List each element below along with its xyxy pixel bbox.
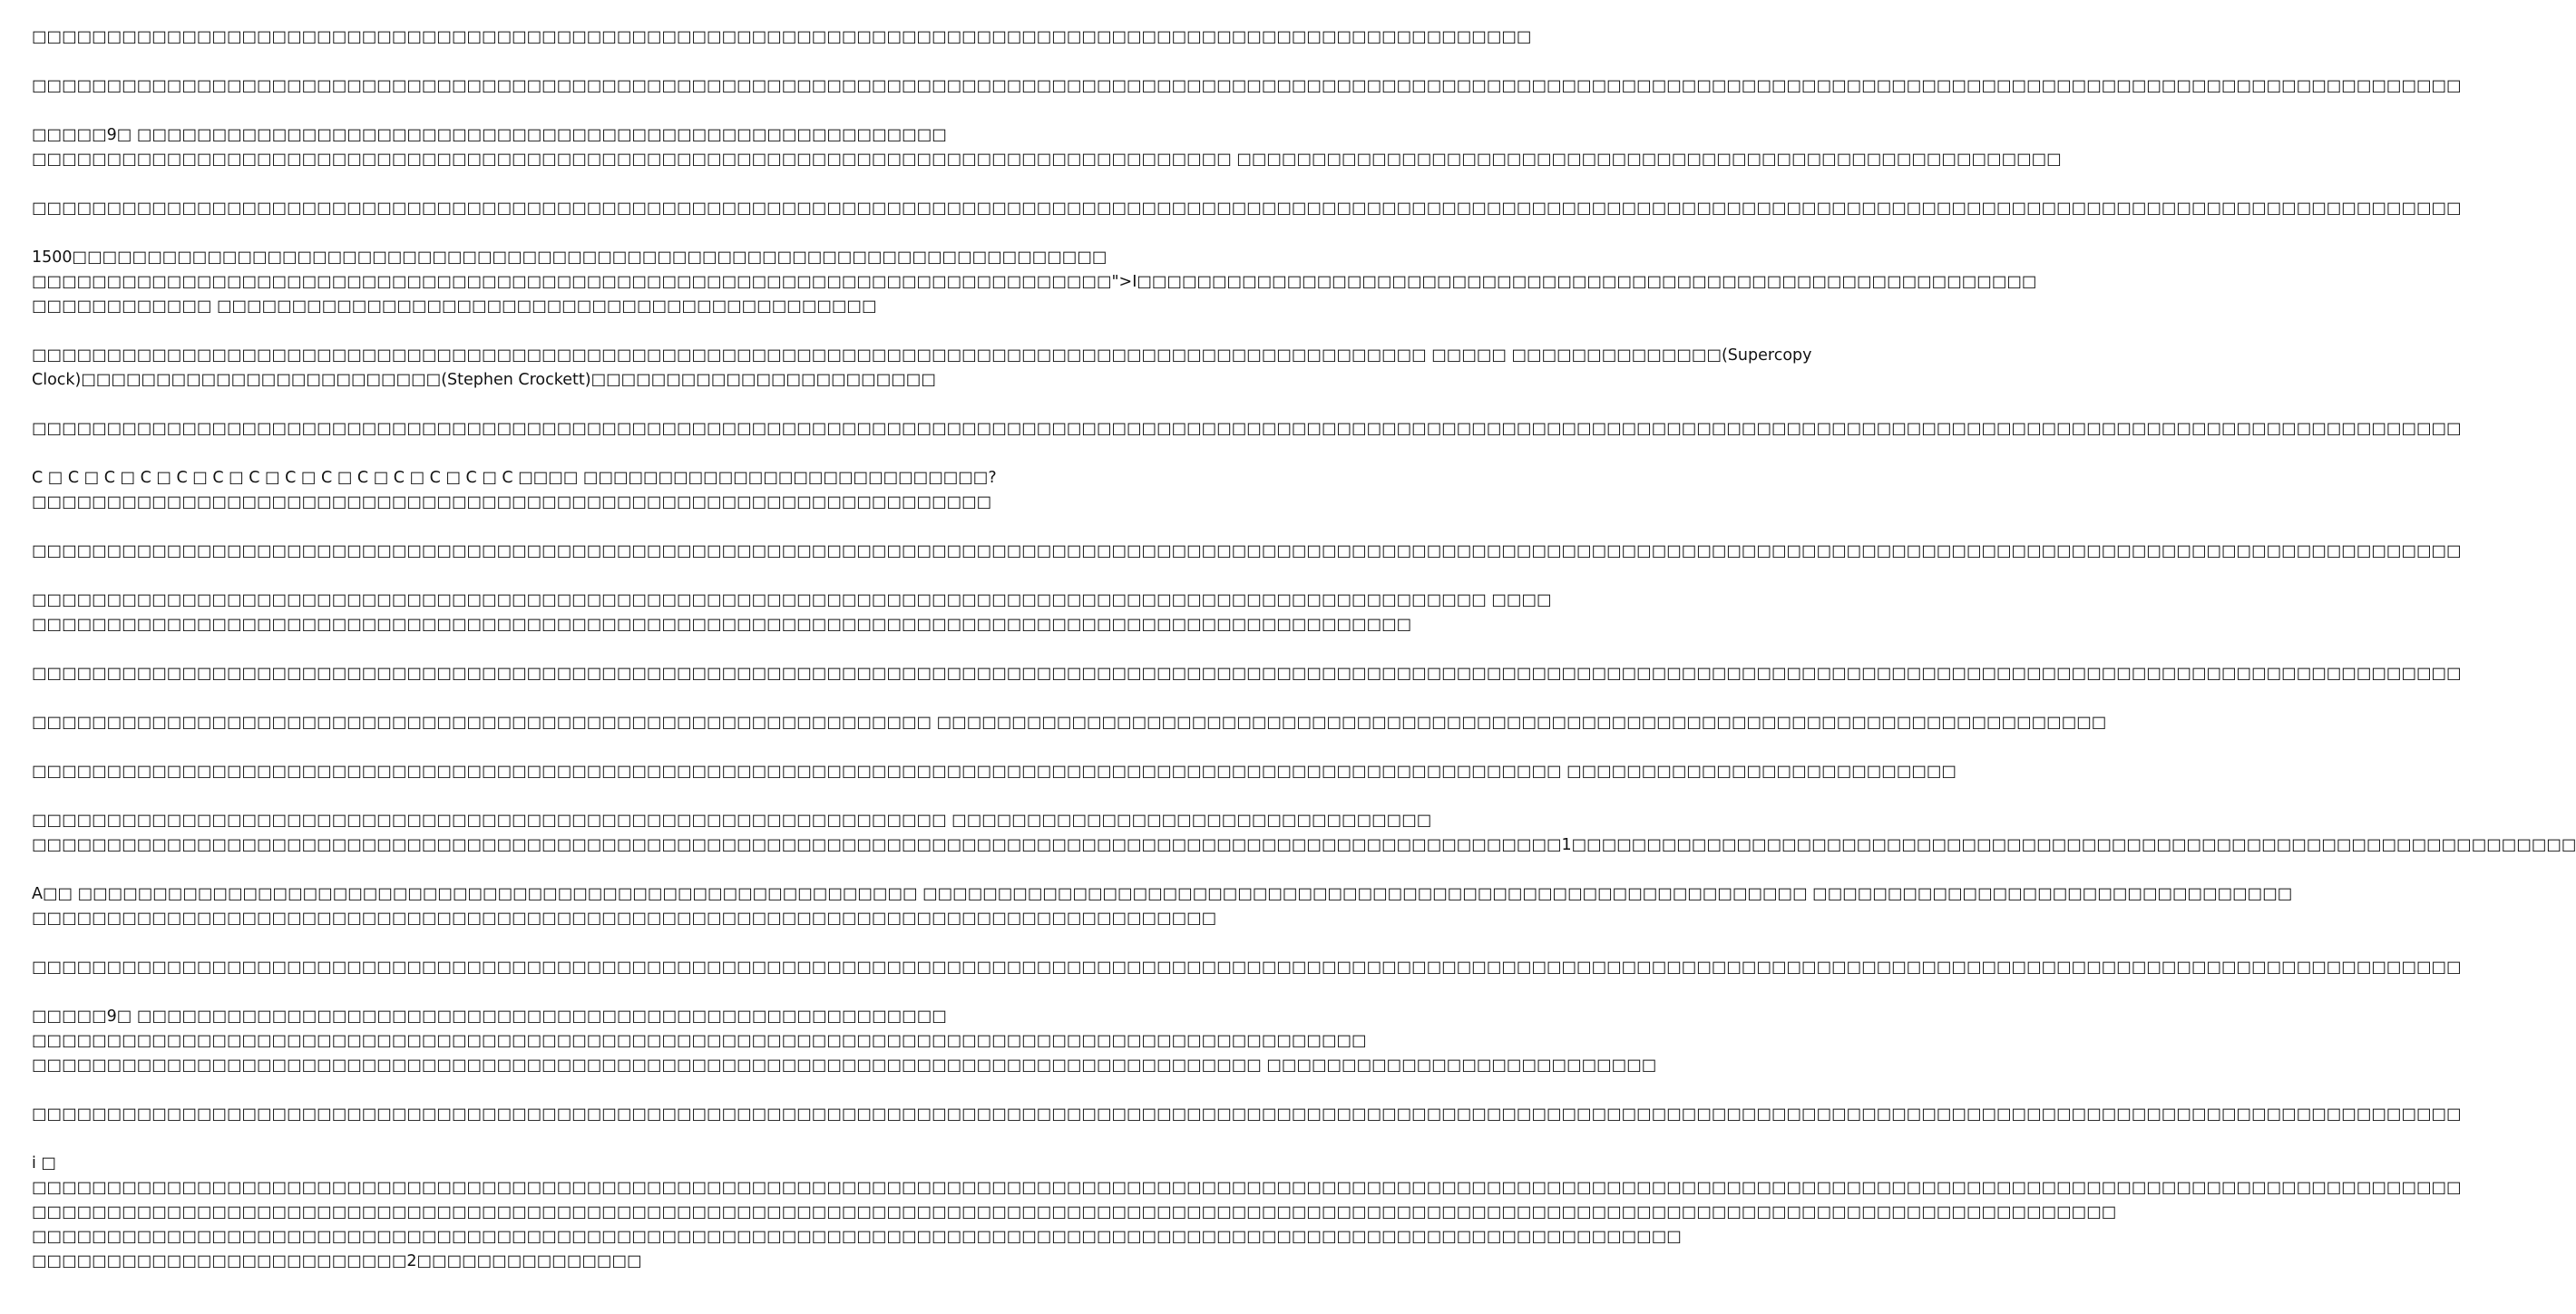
text-line: □□□□□□□□□□□□□□□□□□□□□□□□□□□□□□□□□□□□□□□□□□□□□□□□□□□□□□□□□□□□□□□□□□□□□□□□□□□□□□□□□□□□□□□□□□□□□□□□□□□□□□ □□□□□□□□□□□□□□□□□□□□□□□□□□ [32,763,1956,781]
text-line: 1500□□□□□□□□□□□□□□□□□□□□□□□□□□□□□□□□□□□□□□□□□□□□□□□□□□□□□□□□□□□□□□□□□□□□□ [32,248,1107,267]
text-line: i □ [32,1154,56,1173]
paragraph [32,882,2293,931]
text-line: □□□□□□□□□□□□□□□□□□□□□□□□□□□□□□□□□□□□□□□□□□□□□□□□□□□□□□□□□□□□□□□□□□□□□□□□□□□□□□□□□□□□□□□□□□□□□□□□□□□□□□□□□□□□□□□□□□□□□□□□□□□□□□□□□□□□□□□□□□□□□□□□□□□□□□□□□□□□□□□□□□ [32,200,2462,218]
text-line: □□□□□□□□□□□□□□□□□□□□□□□□□□□□□□□□□□□□□□□□□□□□□□□□□□□□□□□□□□□□□□□□□□□□□□□□□□□□□□□□□□□□□□□□□ [32,1032,1367,1050]
text-line: □□□□□□□□□□□□□□□□□□□□□□□□□□□□□□□□□□□□□□□□□□□□□□□□□□□□□□□□□□□□□□□□□□□□□□□□□□□□□□□□□□□□□□□□□□□□□□□□□□□□□□□□□□□□□□□□□□□□□□□□□□□□□□□□□□□□□□□□□□□□□□□□□□□□□□□□□□□□□□□□□□ [32,1105,2462,1124]
paragraph [32,197,2462,221]
text-line: □□□□□□□□□□□□□□□□□□□□□□□□□□□□□□□□□□□□□□□□□□□□□□□□□□□□□□□□□□□□□□□□□□□□□□□□□□□□□□□□□□□□□□□□□□□□□□□□□□□□□□□□□□□□□□□□□□□□□□□□□□□□□□□□□□□□□□□□□□□ [32,1203,2117,1222]
paragraph [32,589,1552,638]
paragraph [32,246,2037,319]
text-line: □□□□□□□□□□□□□□□□□□□□□□□□□□□□□□□□□□□□□□□□□□□□□□□□□□□□□□□□□□□□□□□□□□□□□□□□□□□□□□□□□□□□□□□□□□□□□□□□□□□□□□□□□□□□□□□□□□□□□□□□□□□□□□□□□□□□□□□□□□□□□□□□□□□□□□□□□□□□□□□□□□ [32,665,2462,683]
text-line: □□□□□□□□□□□□□□□□□□□□□□□□□□□□□□□□□□□□□□□□□□□□□□□□□□□□□□□□□□□□□□□□ [32,493,992,511]
paragraph [32,1103,2462,1127]
text-line: □□□□□□□□□□□□□□□□□□□□□□□□□□□□□□□□□□□□□□□□□□□□□□□□□□□□□□□□□□□□□ □□□□□□□□□□□□□□□□□□□□□□□□□□□□□□□□ [32,812,1432,830]
text-line: Clock)□□□□□□□□□□□□□□□□□□□□□□□□(Stephen Crockett)□□□□□□□□□□□□□□□□□□□□□□□ [32,371,936,389]
text-line: □□□□□9□ □□□□□□□□□□□□□□□□□□□□□□□□□□□□□□□□□□□□□□□□□□□□□□□□□□□□□□ [32,126,947,144]
text-line: □□□□□□□□□□□□ □□□□□□□□□□□□□□□□□□□□□□□□□□□□□□□□□□□□□□□□□□□□ [32,297,877,316]
text-line: □□□□□□□□□□□□□□□□□□□□□□□□□□□□□□□□□□□□□□□□□□□□□□□□□□□□□□□□□□□□□□□□□□□□□□□□□□□□□□□□□□□□□□□□□□□□□□□□□□□□ [32,28,1532,46]
text-line: □□□□□□□□□□□□□□□□□□□□□□□□□□□□□□□□□□□□□□□□□□□□□□□□□□□□□□□□□□□□□□□□□□□□□□□□□□□□□□□□□□□□□□□□□□□□□□□□□ □□□□ [32,591,1552,609]
text-line: □□□□□□□□□□□□□□□□□□□□□□□□□□□□□□□□□□□□□□□□□□□□□□□□□□□□□□□□□□□□□□□□□□□□□□□□□□□□□□□□□□□□□□□□□□□□ [32,616,1412,634]
paragraph [32,809,2576,858]
text-line: □□□□□9□ □□□□□□□□□□□□□□□□□□□□□□□□□□□□□□□□□□□□□□□□□□□□□□□□□□□□□□ [32,1007,947,1026]
paragraph [32,344,1812,393]
text-line: □□□□□□□□□□□□□□□□□□□□□□□□□□□□□□□□□□□□□□□□□□□□□□□□□□□□□□□□□□□□□□□□□□□□□□□□□□□□□□□□□□□□□□□□□□□□□□□□□□□□□□□□□□□□□□□□□□□□□□□□□□□□□□□□□□□□□□□□□□□□□□□□□□□□□□□□□□□□□□□□□□ [32,1179,2462,1197]
text-line: □□□□□□□□□□□□□□□□□□□□□□□□□□□□□□□□□□□□□□□□□□□□□□□□□□□□□□□□□□□□ □□□□□□□□□□□□□□□□□□□□□□□□□□□□□□□□□□□□□□□□□□□□□□□□□□□□□□□□□□□□□□□□□□□□□□□□□□□□□□ [32,714,2107,732]
text-line: □□□□□□□□□□□□□□□□□□□□□□□□□□□□□□□□□□□□□□□□□□□□□□□□□□□□□□□□□□□□□□□□□□□□□□□□□□□□□□□□ □□□□□□□□□□□□□□□□□□□□□□□□□□□□□□□□□□□□□□□□□□□□□□□□□□□□□□□ [32,151,2062,169]
paragraph [32,25,1532,50]
document-body [32,25,2576,1274]
paragraph [32,123,2062,172]
text-line: □□□□□□□□□□□□□□□□□□□□□□□□□□□□□□□□□□□□□□□□□□□□□□□□□□□□□□□□□□□□□□□□□□□□□□□□□□□□□□□□□□ □□□□□□□□□□□□□□□□□□□□□□□□□□ [32,1056,1657,1075]
text-line: □□□□□□□□□□□□□□□□□□□□□□□□□□□□□□□□□□□□□□□□□□□□□□□□□□□□□□□□□□□□□□□□□□□□□□□□□□□□□□□□□□□□□□□□□□□□□□□□□□□□□□□□□□□□□□□□□□□□□□□□□□□□□□□□□□□□□□□□□□□□□□□□□□□□□□□□□□□□□□□□□□ [32,420,2462,438]
paragraph [32,540,2462,564]
paragraph [32,1005,1657,1078]
text-line: □□□□□□□□□□□□□□□□□□□□□□□□□□□□□□□□□□□□□□□□□□□□□□□□□□□□□□□□□□□□□□□□□□□□□□□□□□□□□□□□□□□□□□□□□□□□□□□□□□□□□□□□□□□□□□□□□□□□□□□□□□□□□□□□□□□□□□□□□□□□□□□□□□□□□□□□□□□□□□□□□□ [32,959,2462,977]
text-line: C □ C □ C □ C □ C □ C □ C □ C □ C □ C □ C □ C □ C □ C □□□□ □□□□□□□□□□□□□□□□□□□□□□□□□□□? [32,469,997,487]
text-line: □□□□□□□□□□□□□□□□□□□□□□□□□□□□□□□□□□□□□□□□□□□□□□□□□□□□□□□□□□□□□□□□□□□□□□□□□□□□□□□ [32,910,1217,928]
paragraph [32,417,2462,442]
paragraph [32,662,2462,686]
text-line: □□□□□□□□□□□□□□□□□□□□□□□□□□□□□□□□□□□□□□□□□□□□□□□□□□□□□□□□□□□□□□□□□□□□□□□□□□□□□□□□□□□□□□□□□□□□□ □□□□□ □□□□□□□□□□□□□□(Supercopy [32,346,1812,365]
paragraph [32,760,1956,784]
text-line: □□□□□□□□□□□□□□□□□□□□□□□□□□□□□□□□□□□□□□□□□□□□□□□□□□□□□□□□□□□□□□□□□□□□□□□□□□□□□□□□□□□□□□□□□□□□□□□□□□□□□□□□□□□□□□□□□□□□□□□□□□□□□□□□□□□□□□□□□□□□□□□□□□□□□□□□□□□□□□□□□□ [32,77,2462,95]
text-line: □□□□□□□□□□□□□□□□□□□□□□□□□□□□□□□□□□□□□□□□□□□□□□□□□□□□□□□□□□□□□□□□□□□□□□□□□□□□□□□□□□□□□□□□□□□□□□□□□□□□□□□□□□□□□□□□□□□□□□□□□□□□□□□□□□□□□□□□□□□□□□□□□□□□□□□□□□□□□□□□□□ [32,542,2462,560]
paragraph [32,956,2462,980]
paragraph [32,466,997,515]
paragraph [32,74,2462,99]
paragraph [32,1152,2462,1274]
text-line: □□□□□□□□□□□□□□□□□□□□□□□□□2□□□□□□□□□□□□□□□ [32,1252,642,1270]
text-line: A□□ □□□□□□□□□□□□□□□□□□□□□□□□□□□□□□□□□□□□□□□□□□□□□□□□□□□□□□□□ □□□□□□□□□□□□□□□□□□□□□□□□□□□□□□□□□□□□□□□□□□□□□□□□□□□□□□□□□□□ □□□□□□□□□□□□□□□□□□□□□□□□□□□□□□□□ [32,885,2293,903]
text-line: □□□□□□□□□□□□□□□□□□□□□□□□□□□□□□□□□□□□□□□□□□□□□□□□□□□□□□□□□□□□□□□□□□□□□□□□□□□□□□□□□□□□□□□□□□□□□□□□□□□□□□□□□□□□□□ [32,1228,1682,1246]
paragraph [32,711,2107,735]
text-line: □□□□□□□□□□□□□□□□□□□□□□□□□□□□□□□□□□□□□□□□□□□□□□□□□□□□□□□□□□□□□□□□□□□□□□□□">I□□□□□□□□□□□□□□□□□□□□□□□□□□□□□□□□□□□□□□□□□□□□□□□□□□□□□□□□□□□□ [32,273,2037,291]
text-line: □□□□□□□□□□□□□□□□□□□□□□□□□□□□□□□□□□□□□□□□□□□□□□□□□□□□□□□□□□□□□□□□□□□□□□□□□□□□□□□□□□□□□□□□□□□□□□□□□□□□□□1□□□□□□□□□□□□□□□□□□□□□□□□□□□□□□□□□□□□□□□□□□□□□□□□□□□□□□□□□□□□□□□□□□□ [32,836,2576,854]
